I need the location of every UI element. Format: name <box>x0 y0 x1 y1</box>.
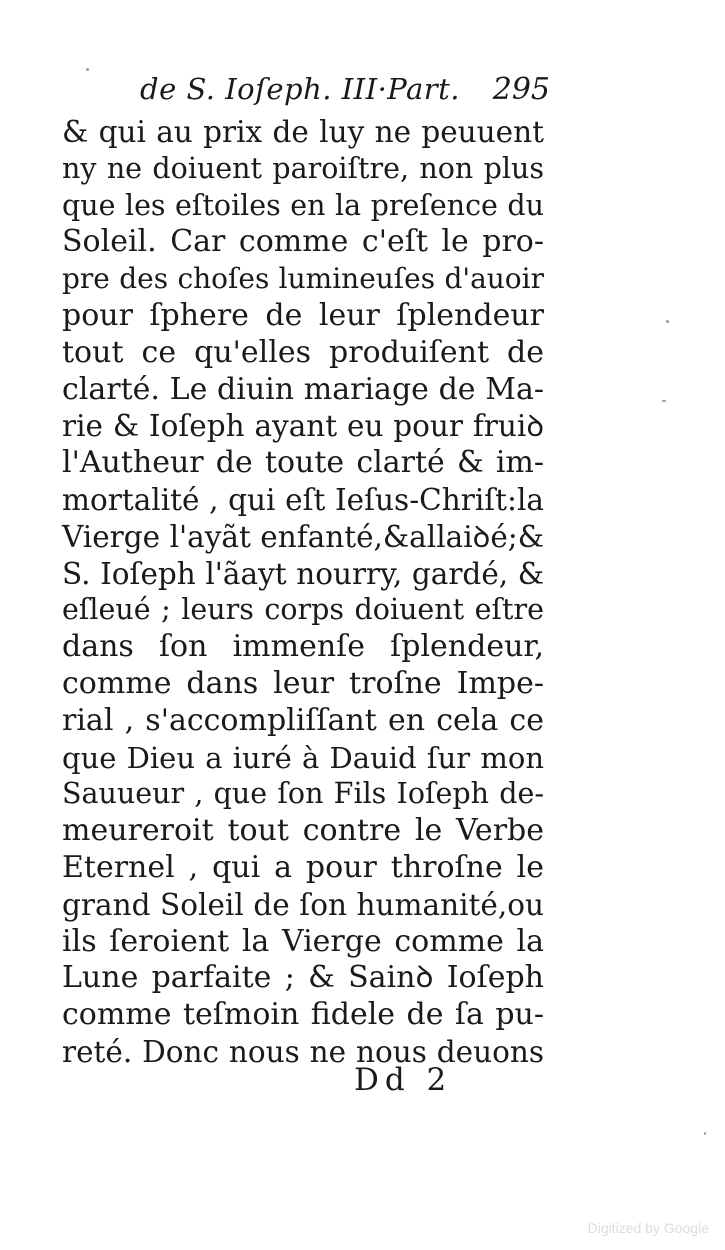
text-line: comme dans leur troſne Impe- <box>62 665 544 701</box>
text-line: dans ſon immenſe ſplendeur, <box>62 629 544 665</box>
text-line: grand Soleil de ſon humanité,ou <box>62 887 544 922</box>
signature-mark: Dd 2 <box>354 1062 453 1098</box>
text-line: ny ne doiuent paroiſtre, non plus <box>62 151 544 185</box>
ink-speck <box>666 320 669 323</box>
text-line: pour ſphere de leur ſplendeur <box>62 297 544 333</box>
ink-speck <box>662 400 666 402</box>
text-line: que les eſtoiles en la preſence du <box>62 188 544 222</box>
running-head <box>140 72 550 112</box>
ink-speck <box>86 68 89 71</box>
ink-speck <box>704 1132 706 1135</box>
text-line: pre des choſes lumineuſes d'auoir <box>62 262 544 296</box>
text-line: rie & Ioſeph ayant eu pour fruiꝺ <box>62 409 544 444</box>
text-line: Lune parfaite ; & Sainꝺ Ioſeph <box>62 960 544 996</box>
text-line: S. Ioſeph l'ãayt nourry, gardé, & <box>62 556 544 591</box>
text-line: reté. Donc nous ne nous deuons <box>62 1034 544 1069</box>
text-line: ils ſeroient la Vierge comme la <box>62 923 544 959</box>
text-line: meureroit tout contre le Verbe <box>62 813 544 849</box>
text-line: Eternel , qui a pour throſne le <box>62 849 544 885</box>
text-line: Soleil. Car comme c'eſt le pro- <box>62 224 544 260</box>
text-line: clarté. Le diuin mariage de Ma- <box>62 371 544 407</box>
text-line: eſleué ; leurs corps doiuent eſtre <box>62 593 544 627</box>
text-line: rial , s'accompliſſant en cela ce <box>62 702 544 738</box>
text-line: mortalité , qui eſt Ieſus-Chriſt:la <box>62 482 544 517</box>
text-line: comme teſmoin fidele de ſa pu- <box>62 997 544 1033</box>
text-line: l'Autheur de toute clarté & im- <box>62 445 544 481</box>
text-line: Vierge l'ayãt enfanté,&allaiꝺé;& <box>62 519 544 554</box>
digitization-watermark: Digitized by Google <box>587 1220 709 1236</box>
body-text <box>62 114 544 1071</box>
text-line: que Dieu a iuré à Dauid ſur mon <box>62 740 544 775</box>
page-number: 295 <box>492 72 550 107</box>
text-line: tout ce qu'elles produiſent de <box>62 334 544 370</box>
text-line: Sauueur , que ſon Fils Ioſeph de- <box>62 777 544 811</box>
text-line: & qui au prix de luy ne peuuent <box>62 115 544 149</box>
running-title: de S. Ioſeph. III·Part. <box>140 72 461 106</box>
